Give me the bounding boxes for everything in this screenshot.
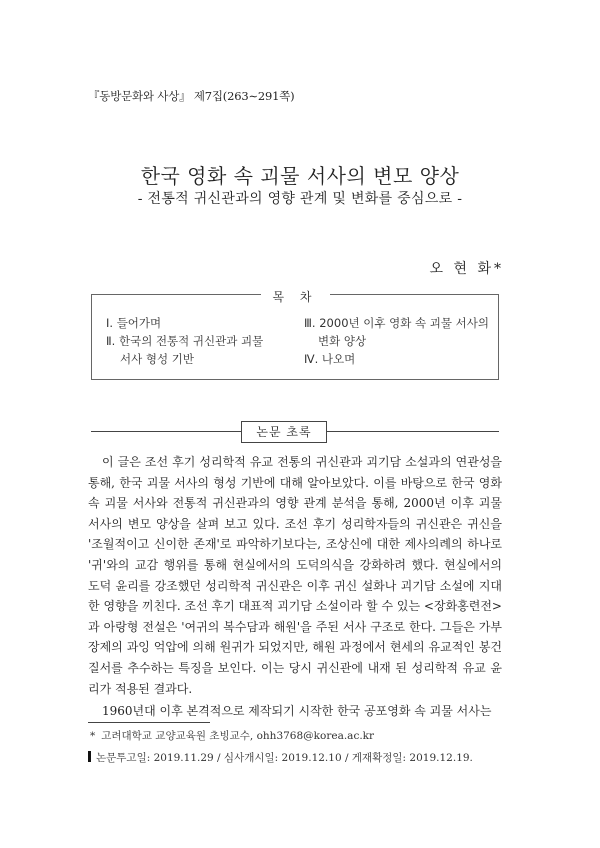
- abstract-body: [88, 452, 502, 722]
- toc-item-2: Ⅱ. 한국의 전통적 귀신관과 괴물: [106, 334, 264, 348]
- dates-text: 논문투고일: 2019.11.29 / 심사개시일: 2019.12.10 / 게재확정일: 2019.12.19.: [96, 752, 473, 764]
- journal-info: 『동방문화와 사상』 제7집(263∼291쪽): [88, 89, 295, 103]
- submission-dates: [88, 750, 473, 765]
- toc-item-1: Ⅰ. 들어가며: [106, 316, 162, 330]
- footnote-divider: [88, 722, 210, 723]
- toc-item-3: Ⅲ. 2000년 이후 영화 속 괴물 서사의: [304, 316, 489, 330]
- abstract-paragraph-1: 이 글은 조선 후기 성리학적 유교 전통의 귀신관과 괴기담 소설과의 연관성을 통해, 한국 괴물 서사의 형성 기반에 대해 알아보았다. 이를 바탕으로 한국 영화 속 괴물 서사와 전통적 귀신관과의 영향 관계 분석을 통해, 2000년 이후 괴물 서사의 변모 양상을 살펴 보고 있다. 조선 후기 성리학자들의 귀신관은 귀신을 '조월적이고 신이한 존재'로 파악하기보다는, 조상신에 대한 제사의례의 하나로 '귀'와의 교감 행위를 통해 현실에서의 도덕의식을 강화하려 했다. 현실에서의 도덕 윤리를 강조했던 성리학적 귀신관은 이후 귀신 설화나 괴기담 소설에 지대한 영향을 끼친다. 조선 후기 대표적 괴기담 소설이라 할 수 있는 <장화홍련전>과 아랑형 전설은 '여귀의 복수담과 해원'을 주된 서사 구조로 한다. 그들은 가부장제의 과잉 억압에 의해 원귀가 되었지만, 해원 과정에서 현세의 유교적인 봉건 질서를 추수하는 특징을 보인다. 이는 당시 귀신관에 내재 된 성리학적 유교 윤리가 적용된 결과다.: [88, 455, 502, 696]
- toc-title: 목 차: [92, 286, 498, 305]
- toc-item-2-cont: 서사 형성 기반: [120, 352, 194, 366]
- bar-icon: [88, 751, 91, 762]
- author-name: 오 현 화*: [429, 261, 504, 277]
- paper-title: 한국 영화 속 괴물 서사의 변모 양상: [140, 164, 460, 188]
- abstract-paragraph-2: 1960년대 이후 본격적으로 제작되기 시작한 한국 공포영화 속 괴물 서사는: [102, 704, 492, 718]
- footnote-text: 고려대학교 교양교육원 초빙교수, ohh3768@korea.ac.kr: [101, 730, 375, 742]
- toc-item-3-cont: 변화 양상: [318, 334, 367, 348]
- paper-subtitle: - 전통적 귀신관과의 영향 관계 및 변화를 중심으로 -: [137, 191, 463, 207]
- footnote-marker: *: [90, 730, 96, 742]
- table-of-contents: [91, 290, 499, 380]
- author-footnote: [90, 728, 374, 743]
- abstract-label: 논문 초록: [241, 421, 327, 443]
- toc-item-4: Ⅳ. 나오며: [304, 352, 356, 366]
